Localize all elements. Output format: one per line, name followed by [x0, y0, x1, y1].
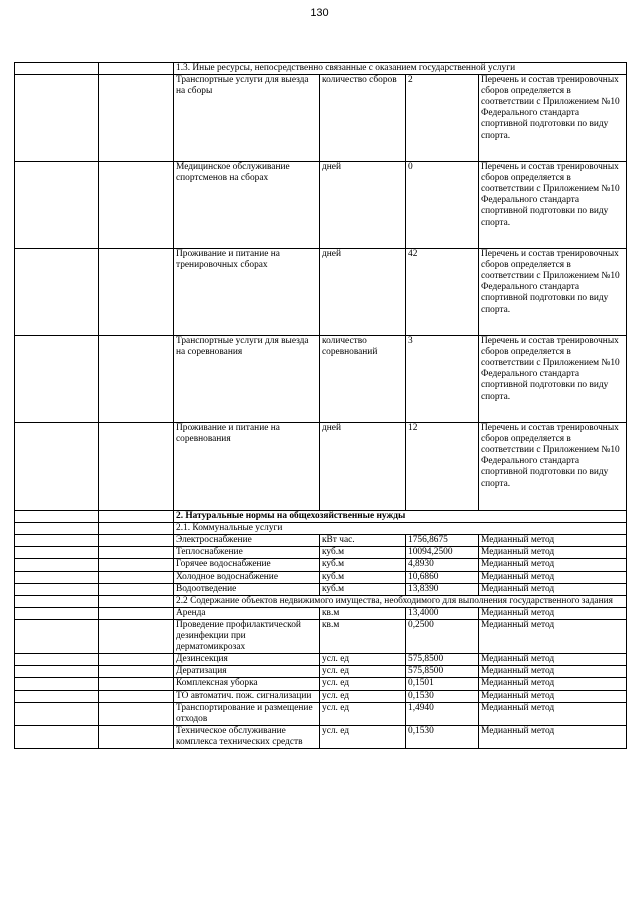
- resource-value: 13,8390: [406, 583, 479, 595]
- resource-unit: усл. ед: [320, 666, 406, 678]
- resource-unit: кв.м: [320, 619, 406, 653]
- resource-unit: куб.м: [320, 571, 406, 583]
- resource-name: Проживание и питание на соревнования: [174, 423, 320, 511]
- table-stub-cell: [99, 702, 174, 725]
- resource-basis: Медианный метод: [479, 619, 627, 653]
- table-stub-cell: [99, 654, 174, 666]
- table-stub-cell: [99, 423, 174, 511]
- table-row: [15, 725, 627, 748]
- resource-value: 1,4940: [406, 702, 479, 725]
- resource-unit: кв.м: [320, 607, 406, 619]
- table-row: [15, 571, 627, 583]
- table-stub-cell: [99, 336, 174, 423]
- resource-basis: Медианный метод: [479, 654, 627, 666]
- subsection-heading-2-2: 2.2 Содержание объектов недвижимого имущества, необходимого для выполнения государственного задания: [174, 595, 627, 607]
- table-stub-cell: [15, 535, 99, 547]
- resource-name: Горячее водоснабжение: [174, 559, 320, 571]
- resource-name: Теплоснабжение: [174, 547, 320, 559]
- table-stub-cell: [99, 666, 174, 678]
- resource-basis: Медианный метод: [479, 583, 627, 595]
- resource-name: Транспортные услуги для выезда на сборы: [174, 75, 320, 162]
- table-stub-cell: [15, 619, 99, 653]
- table-stub-cell: [15, 571, 99, 583]
- table-stub-cell: [99, 511, 174, 523]
- table-row: [15, 75, 627, 162]
- table-row: [15, 583, 627, 595]
- table-stub-cell: [99, 690, 174, 702]
- resource-value: 0,1530: [406, 690, 479, 702]
- resource-name: Транспортирование и размещение отходов: [174, 702, 320, 725]
- table-stub-cell: [99, 75, 174, 162]
- table-stub-cell: [15, 75, 99, 162]
- table-stub-cell: [15, 595, 99, 607]
- resource-unit: усл. ед: [320, 678, 406, 690]
- table-row: [15, 702, 627, 725]
- table-row: [15, 690, 627, 702]
- table-stub-cell: [15, 423, 99, 511]
- resource-value: 2: [406, 75, 479, 162]
- resource-basis: Медианный метод: [479, 666, 627, 678]
- resource-value: 4,8930: [406, 559, 479, 571]
- resource-name: Проживание и питание на тренировочных сборах: [174, 249, 320, 336]
- resource-name: Проведение профилактической дезинфекции при дерматомикрозах: [174, 619, 320, 653]
- resource-value: 575,8500: [406, 654, 479, 666]
- table-stub-cell: [15, 690, 99, 702]
- resource-value: 10094,2500: [406, 547, 479, 559]
- norms-table-body: [15, 63, 627, 749]
- table-stub-cell: [99, 725, 174, 748]
- table-stub-cell: [99, 535, 174, 547]
- resource-value: 0,2500: [406, 619, 479, 653]
- table-stub-cell: [99, 559, 174, 571]
- table-stub-cell: [99, 678, 174, 690]
- table-stub-cell: [15, 336, 99, 423]
- norms-table: [14, 62, 627, 749]
- resource-unit: дней: [320, 423, 406, 511]
- resource-name: Дезинсекция: [174, 654, 320, 666]
- resource-value: 0,1501: [406, 678, 479, 690]
- table-stub-cell: [15, 523, 99, 535]
- table-row: [15, 423, 627, 511]
- resource-basis: Медианный метод: [479, 547, 627, 559]
- resource-name: Медицинское обслуживание спортсменов на сборах: [174, 162, 320, 249]
- table-stub-cell: [15, 63, 99, 75]
- resource-name: Электроснабжение: [174, 535, 320, 547]
- table-stub-cell: [99, 583, 174, 595]
- resource-value: 42: [406, 249, 479, 336]
- resource-basis: Медианный метод: [479, 690, 627, 702]
- table-stub-cell: [99, 595, 174, 607]
- resource-basis: Медианный метод: [479, 571, 627, 583]
- table-stub-cell: [15, 559, 99, 571]
- table-stub-cell: [15, 725, 99, 748]
- resource-name: Водоотведение: [174, 583, 320, 595]
- section-heading: 1.3. Иные ресурсы, непосредственно связанные с оказанием государственной услуги: [174, 63, 627, 75]
- resource-basis: Медианный метод: [479, 678, 627, 690]
- table-stub-cell: [99, 523, 174, 535]
- section-row: [15, 511, 627, 523]
- resource-name: Аренда: [174, 607, 320, 619]
- table-stub-cell: [15, 678, 99, 690]
- resource-value: 0: [406, 162, 479, 249]
- resource-unit: кВт час.: [320, 535, 406, 547]
- resource-name: Холодное водоснабжение: [174, 571, 320, 583]
- resource-value: 0,1530: [406, 725, 479, 748]
- section-row: [15, 595, 627, 607]
- resource-unit: куб.м: [320, 547, 406, 559]
- table-stub-cell: [15, 583, 99, 595]
- table-stub-cell: [15, 162, 99, 249]
- resource-unit: количество соревнований: [320, 336, 406, 423]
- resource-unit: дней: [320, 162, 406, 249]
- page-number: 130: [310, 7, 329, 19]
- resource-basis: Медианный метод: [479, 607, 627, 619]
- table-row: [15, 619, 627, 653]
- table-row: [15, 607, 627, 619]
- resource-unit: куб.м: [320, 559, 406, 571]
- resource-basis: Перечень и состав тренировочных сборов определяется в соответствии с Приложением №10 Федерального стандарта спортивной подготовки по виду спорта.: [479, 423, 627, 511]
- resource-name: Комплексная уборка: [174, 678, 320, 690]
- resource-basis: Медианный метод: [479, 535, 627, 547]
- table-row: [15, 654, 627, 666]
- resource-value: 12: [406, 423, 479, 511]
- table-stub-cell: [15, 666, 99, 678]
- table-row: [15, 547, 627, 559]
- resource-unit: усл. ед: [320, 690, 406, 702]
- resource-basis: Перечень и состав тренировочных сборов определяется в соответствии с Приложением №10 Федерального стандарта спортивной подготовки по виду спорта.: [479, 162, 627, 249]
- table-stub-cell: [99, 162, 174, 249]
- resource-basis: Перечень и состав тренировочных сборов определяется в соответствии с Приложением №10 Федерального стандарта спортивной подготовки по виду спорта.: [479, 336, 627, 423]
- table-row: [15, 666, 627, 678]
- resource-basis: Перечень и состав тренировочных сборов определяется в соответствии с Приложением №10 Федерального стандарта спортивной подготовки по виду спорта.: [479, 249, 627, 336]
- resource-name: Транспортные услуги для выезда на соревнования: [174, 336, 320, 423]
- table-stub-cell: [99, 571, 174, 583]
- table-stub-cell: [99, 607, 174, 619]
- table-row: [15, 559, 627, 571]
- resource-value: 1756,8675: [406, 535, 479, 547]
- resource-name: ТО автоматич. пож. сигнализации: [174, 690, 320, 702]
- section-row: [15, 523, 627, 535]
- resource-unit: усл. ед: [320, 725, 406, 748]
- table-row: [15, 535, 627, 547]
- section-heading-2: 2. Натуральные нормы на общехозяйственные нужды: [174, 511, 627, 523]
- table-stub-cell: [15, 702, 99, 725]
- table-stub-cell: [15, 607, 99, 619]
- resource-basis: Медианный метод: [479, 725, 627, 748]
- resource-unit: усл. ед: [320, 654, 406, 666]
- resource-unit: куб.м: [320, 583, 406, 595]
- table-row: [15, 336, 627, 423]
- table-stub-cell: [15, 249, 99, 336]
- resource-value: 13,4000: [406, 607, 479, 619]
- table-stub-cell: [15, 511, 99, 523]
- table-row: [15, 162, 627, 249]
- resource-name: Техническое обслуживание комплекса технических средств: [174, 725, 320, 748]
- resource-basis: Медианный метод: [479, 559, 627, 571]
- resource-basis: Перечень и состав тренировочных сборов определяется в соответствии с Приложением №10 Федерального стандарта спортивной подготовки по виду спорта.: [479, 75, 627, 162]
- table-row: [15, 249, 627, 336]
- table-stub-cell: [99, 249, 174, 336]
- resource-unit: количество сборов: [320, 75, 406, 162]
- resource-basis: Медианный метод: [479, 702, 627, 725]
- resource-name: Дератизация: [174, 666, 320, 678]
- resource-value: 10,6860: [406, 571, 479, 583]
- section-row: [15, 63, 627, 75]
- table-stub-cell: [99, 63, 174, 75]
- table-stub-cell: [15, 654, 99, 666]
- table-stub-cell: [99, 547, 174, 559]
- resource-unit: усл. ед: [320, 702, 406, 725]
- table-stub-cell: [15, 547, 99, 559]
- resource-unit: дней: [320, 249, 406, 336]
- subsection-heading-2-1: 2.1. Коммунальные услуги: [174, 523, 627, 535]
- table-row: [15, 678, 627, 690]
- resource-value: 3: [406, 336, 479, 423]
- resource-value: 575,8500: [406, 666, 479, 678]
- table-stub-cell: [99, 619, 174, 653]
